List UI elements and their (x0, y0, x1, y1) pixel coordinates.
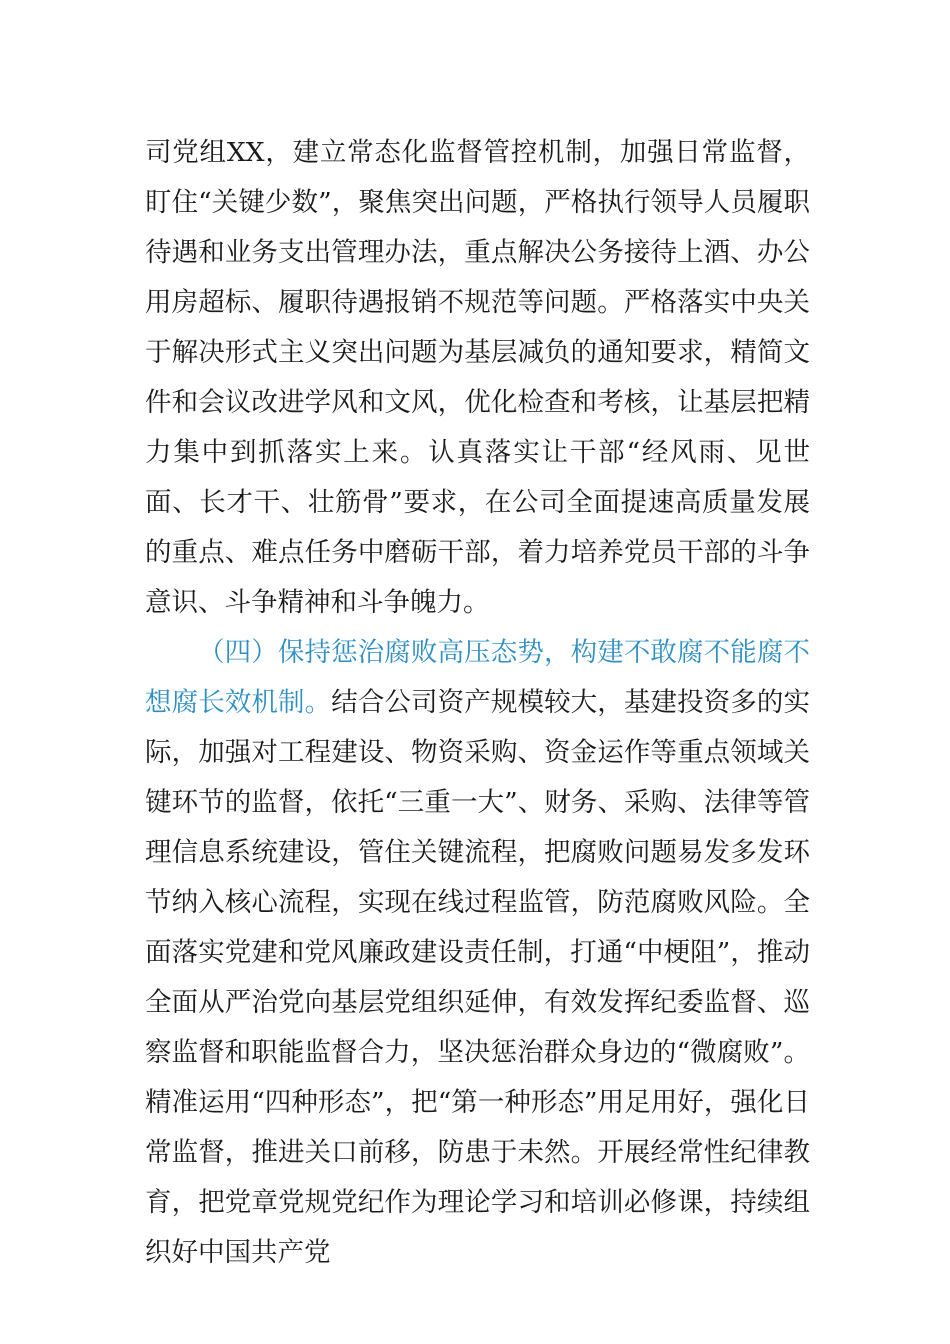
document-body (145, 128, 810, 1278)
paragraph-continued: 司党组XX，建立常态化监督管控机制，加强日常监督，盯住“关键少数”，聚焦突出问题，严格执行领导人员履职待遇和业务支出管理办法，重点解决公务接待上酒、办公用房超标、履职待遇报销不规范等问题。严格落实中央关于解决形式主义突出问题为基层减负的通知要求，精简文件和会议改进学风和文风，优化检查和考核，让基层把精力集中到抓落实上来。认真落实让干部“经风雨、见世面、长才干、壮筋骨”要求，在公司全面提速高质量发展的重点、难点任务中磨砺干部，着力培养党员干部的斗争意识、斗争精神和斗争魄力。 (145, 137, 810, 618)
section-body: 结合公司资产规模较大，基建投资多的实际，加强对工程建设、物资采购、资金运作等重点领域关键环节的监督，依托“三重一大”、财务、采购、法律等管理信息系统建设，管住关键流程，把腐败问题易发多发环节纳入核心流程，实现在线过程监管，防范腐败风险。全面落实党建和党风廉政建设责任制，打通“中梗阻”，推动全面从严治党向基层党组织延伸，有效发挥纪委监督、巡察监督和职能监督合力，坚决惩治群众身边的“微腐败”。精准运用“四种形态”，把“第一种形态”用足用好，强化日常监督，推进关口前移，防患于未然。开展经常性纪律教育，把党章党规党纪作为理论学习和培训必修课，持续组织好中国共产党 (145, 687, 811, 1268)
section-heading: （四）保持惩治腐败高压态势，构建不敢腐不能腐不想腐长效机制。 (145, 637, 810, 718)
paragraph-section-four (145, 628, 810, 1278)
